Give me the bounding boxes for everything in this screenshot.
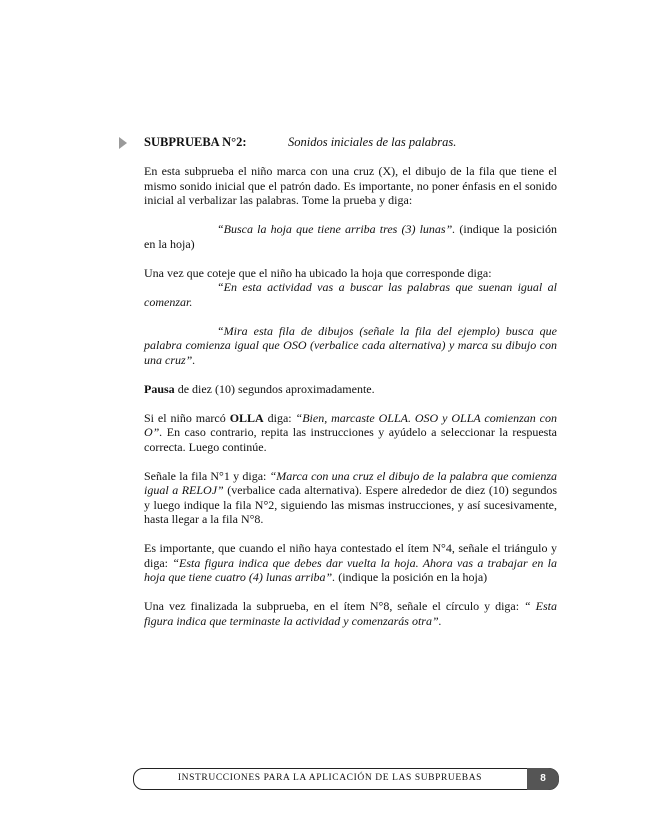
triangle-text-b: (indique la posición en la hoja): [335, 570, 488, 584]
quote-rows: “Marca con una cruz el dibujo de la palabra que comienza igual a RELOJ”: [144, 468, 557, 497]
pause-label: Pausa: [144, 381, 175, 396]
quote-example-prompt: “Mira esta fila de dibujos (señale la fila del ejemplo) busca que palabra comienza igual que OSO (verbalice cada alternativa) y marca su dibujo con una cruz”.: [144, 323, 557, 367]
paragraph-rows: [144, 469, 557, 527]
note-first-prompt: (indique la posición en la hoja): [144, 222, 557, 251]
page-number: 8: [527, 768, 559, 790]
paragraph-intro: En esta subprueba el niño marca con una cruz (X), el dibujo de la fila que tiene el mismo sonido inicial que el patrón dado. Es importante, no poner énfasis en el sonido inicial al verbalizar las palabras. Tome la prueba y diga:: [144, 164, 557, 207]
section-title: SUBPRUEBA N°2:: [144, 135, 247, 149]
rows-text-b: (verbalice cada alternativa). Espere alrededor de diez (10) segundos y luego indique la fila N°2, siguiendo las mismas instrucciones, y así sucesivamente, hasta llegar a la fila N°8.: [144, 483, 558, 526]
rows-text-a: Señale la fila N°1 y diga:: [144, 468, 270, 483]
feedback-text-b: diga:: [263, 410, 296, 425]
triangle-text-a: Es importante, que cuando el niño haya contestado el ítem N°4, señale el triángulo y diga:: [144, 541, 557, 570]
second-prompt-intro: Una vez que coteje que el niño ha ubicado la hoja que corresponde diga:: [144, 265, 492, 280]
page-footer: [133, 768, 559, 790]
instructions-body: [144, 164, 557, 643]
feedback-text-a: Si el niño marcó: [144, 410, 230, 425]
paragraph-second-prompt: [144, 266, 557, 310]
quote-second-prompt: “En esta actividad vas a buscar las palabras que suenan igual al comenzar.: [144, 280, 557, 309]
bullet-arrow-icon: [119, 137, 127, 149]
paragraph-finish: [144, 599, 557, 628]
paragraph-pause: [144, 382, 557, 397]
section-heading: [144, 135, 457, 150]
quote-first-prompt: “Busca la hoja que tiene arriba tres (3) lunas”.: [217, 222, 456, 236]
paragraph-example-prompt: [144, 324, 557, 368]
section-subtitle: Sonidos iniciales de las palabras.: [288, 135, 457, 149]
paragraph-triangle: [144, 541, 557, 585]
quote-feedback: “Bien, marcaste OLLA. OSO y OLLA comienzan con O”.: [144, 410, 557, 439]
quote-finish: “ Esta figura indica que terminaste la actividad y comenzarás otra”.: [144, 599, 557, 628]
feedback-text-c: En caso contrario, repita las instrucciones y ayúdelo a seleccionar la respuesta correcta. Luego continúe.: [144, 425, 557, 454]
paragraph-feedback: [144, 411, 557, 455]
feedback-word: OLLA: [229, 410, 264, 425]
footer-label: INSTRUCCIONES PARA LA APLICACIÓN DE LAS SUBPRUEBAS: [177, 773, 483, 783]
paragraph-first-prompt: [144, 222, 557, 251]
quote-triangle: “Esta figura indica que debes dar vuelta la hoja. Ahora vas a trabajar en la hoja que tiene cuatro (4) lunas arriba”.: [144, 555, 558, 584]
finish-text-a: Una vez finalizada la subprueba, en el ítem N°8, señale el círculo y diga:: [144, 599, 525, 613]
pause-text: de diez (10) segundos aproximadamente.: [174, 381, 375, 396]
